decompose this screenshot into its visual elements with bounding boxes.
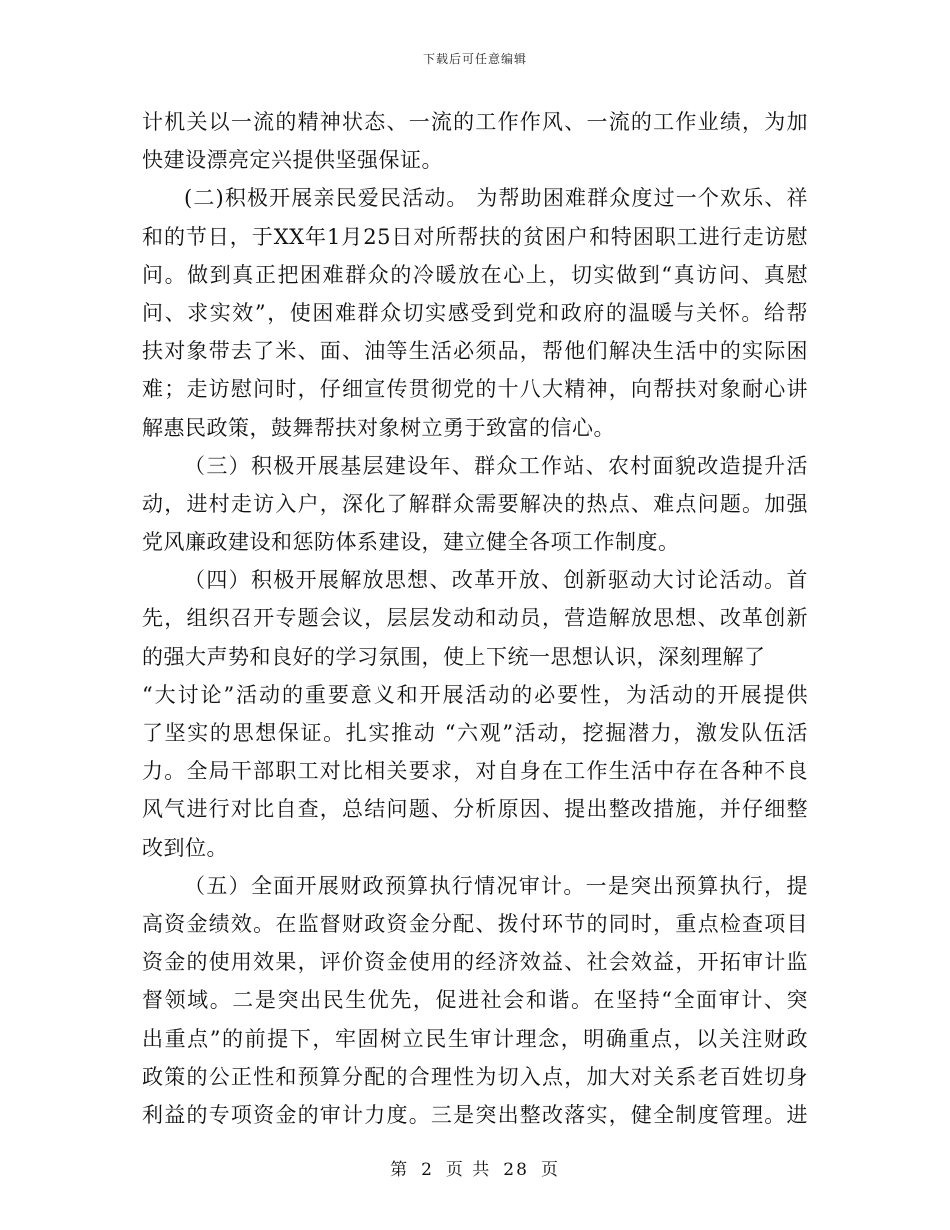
text-line: 风气进行对比自查，总结问题、分析原因、提出整改措施，并仔细整 <box>142 797 808 822</box>
text-line: (二)积极开展亲民爱民活动。 为帮助困难群众度过一个欢乐、祥 <box>184 186 808 211</box>
paragraph-section-5 <box>142 867 808 1134</box>
text-line: 资金的使用效果，评价资金使用的经济效益、社会效益，开拓审计监 <box>142 950 808 975</box>
paragraph-section-4 <box>142 561 808 867</box>
page-header: 下载后可任意编辑 <box>422 52 527 66</box>
paragraph-continuation <box>142 103 808 179</box>
text-line: 力。全局干部职工对比相关要求，对自身在工作生活中存在各种不良 <box>142 759 808 784</box>
text-line: 政策的公正性和预算分配的合理性为切入点，加大对关系老百姓切身 <box>142 1064 808 1089</box>
text-line: “大讨论”活动的重要意义和开展活动的必要性，为活动的开展提供 <box>142 682 808 707</box>
text-line: 党风廉政建设和惩防体系建设，建立健全各项工作制度。 <box>142 530 680 555</box>
page-number: 2 <box>421 1160 434 1180</box>
text-line: 和的节日，于XX年1月25日对所帮扶的贫困户和特困职工进行走访慰 <box>142 224 808 249</box>
text-line: （三）积极开展基层建设年、群众工作站、农村面貌改造提升活 <box>184 453 808 478</box>
text-line: 解惠民政策，鼓舞帮扶对象树立勇于致富的信心。 <box>142 415 615 440</box>
text-line: 高资金绩效。在监督财政资金分配、拨付环节的同时，重点检查项目 <box>142 911 808 936</box>
text-line: 扶对象带去了米、面、油等生活必须品，帮他们解决生活中的实际困 <box>142 339 808 364</box>
text-line: 出重点”的前提下，牢固树立民生审计理念，明确重点，以关注财政 <box>142 1026 808 1051</box>
page-footer <box>0 1155 950 1180</box>
paragraph-section-2 <box>142 179 808 446</box>
text-line: 了坚实的思想保证。扎实推动 “六观”活动，挖掘潜力，激发队伍活 <box>142 721 808 745</box>
text-line: 问。做到真正把困难群众的冷暖放在心上，切实做到“真访问、真慰 <box>142 262 808 287</box>
footer-middle: 页 共 <box>445 1160 492 1180</box>
text-line: 督领域。二是突出民生优先，促进社会和谐。在坚持“全面审计、突 <box>142 988 808 1013</box>
text-line: 快建设漂亮定兴提供坚强保证。 <box>142 148 443 173</box>
text-line: 动，进村走访入户，深化了解群众需要解决的热点、难点问题。加强 <box>142 491 808 516</box>
text-line: 计机关以一流的精神状态、一流的工作作风、一流的工作业绩，为加 <box>142 110 808 134</box>
text-line: 难；走访慰问时，仔细宣传贯彻党的十八大精神，向帮扶对象耐心讲 <box>142 377 808 402</box>
text-line: 利益的专项资金的审计力度。三是突出整改落实，健全制度管理。进 <box>142 1102 808 1127</box>
text-line: 先，组织召开专题会议，层层发动和动员，营造解放思想、改革创新 <box>142 606 808 631</box>
text-line: 改到位。 <box>142 835 228 860</box>
paragraph-section-3 <box>142 447 808 562</box>
footer-suffix: 页 <box>540 1160 560 1180</box>
document-body <box>142 103 808 1134</box>
total-pages: 28 <box>503 1160 529 1180</box>
text-line: （五）全面开展财政预算执行情况审计。一是突出预算执行，提 <box>184 873 808 898</box>
text-line: 的强大声势和良好的学习氛围，使上下统一思想认识，深刻理解了 <box>142 644 766 669</box>
text-line: （四）积极开展解放思想、改革开放、创新驱动大讨论活动。首 <box>184 568 808 593</box>
footer-prefix: 第 <box>390 1160 410 1180</box>
text-line: 问、求实效”，使困难群众切实感受到党和政府的温暖与关怀。给帮 <box>142 300 808 325</box>
